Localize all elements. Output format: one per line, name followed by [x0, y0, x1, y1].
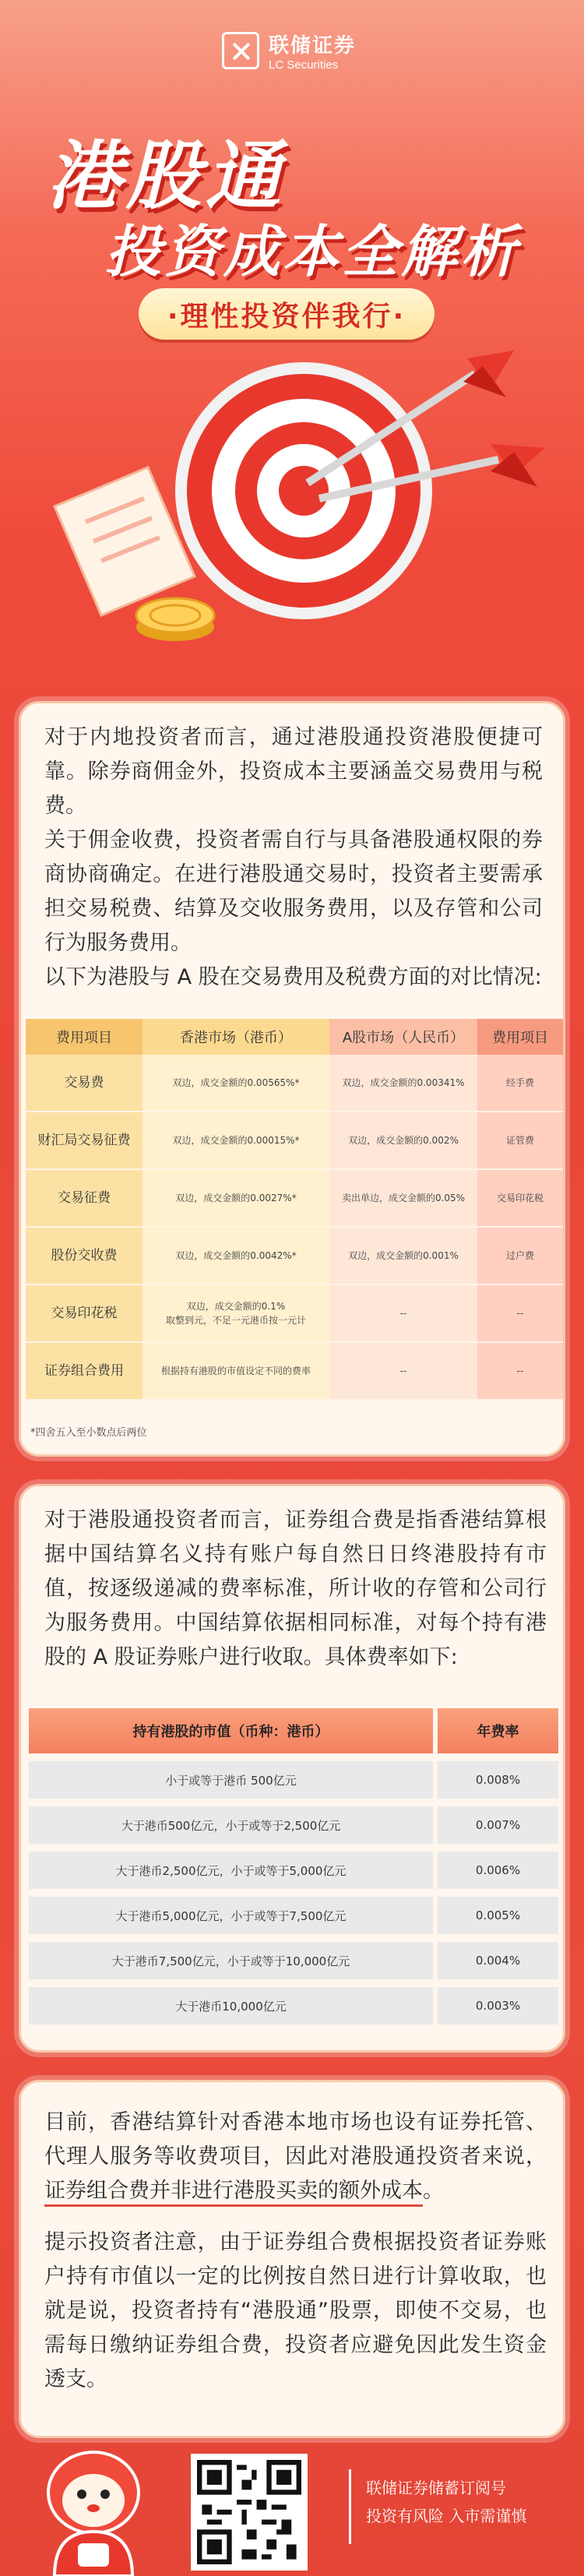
table-row	[29, 1852, 558, 1889]
table-row	[29, 1897, 558, 1934]
fee-comparison-card	[19, 701, 565, 1457]
annual-rate: 0.005%	[438, 1897, 558, 1934]
fee-name: 交易费	[26, 1055, 142, 1112]
hk-fee: 双边，成交金额的0.0027%*	[142, 1170, 329, 1228]
risk-reminder-paragraph: 提示投资者注意，由于证券组合费根据投资者证券账户持有市值以一定的比例按自然日进行计算收取，也就是说，投资者持有“港股通”股票，即使不交易，也需每日缴纳证券组合费，投资者应避免因此发生资金透支。	[44, 2230, 547, 2391]
footer-divider	[349, 2469, 351, 2544]
value-range: 大于港币500亿元，小于或等于2,500亿元	[29, 1806, 438, 1844]
footer-risk-line: 投资有风险 入市需谨慎	[366, 2507, 527, 2525]
hk-fee: 双边，成交金额的0.00015%*	[142, 1112, 329, 1170]
annual-rate: 0.007%	[438, 1806, 558, 1844]
a-fee: 双边，成交金额的0.001%	[329, 1228, 477, 1285]
table-row	[26, 1285, 563, 1343]
table-header-row	[26, 1019, 563, 1055]
portfolio-fee-card	[19, 1484, 565, 2053]
a-fee: --	[329, 1343, 477, 1401]
a-fee-type: --	[477, 1285, 563, 1343]
hk-fee: 根据持有港股的市值设定不同的费率	[142, 1343, 329, 1401]
value-range: 大于港币5,000亿元，小于或等于7,500亿元	[29, 1897, 438, 1934]
brand-name-cn: 联储证券	[269, 34, 357, 58]
footer-text	[366, 2474, 526, 2530]
header-fee-type: 费用项目	[477, 1019, 563, 1055]
footer-subscribe-line: 联储证券储蓄订阅号	[366, 2479, 506, 2497]
portfolio-paragraph: 对于港股通投资者而言，证券组合费是指香港结算根据中国结算名义持有账户每自然日日终港股持有市值，按逐级递减的费率标准，所计收的存管和公司行为服务费用。中国结算依据相同标准，对每个持有港股的 A 股证券账户进行收取。具体费率如下:	[44, 1508, 547, 1669]
hero-slogan: ·理性投资伴我行·	[139, 288, 434, 340]
table-row	[26, 1170, 563, 1228]
a-fee: 双边，成交金额的0.002%	[329, 1112, 477, 1170]
annual-rate: 0.008%	[438, 1761, 558, 1799]
hk-fee: 双边，成交金额的0.00565%*	[142, 1055, 329, 1112]
fee-name: 证券组合费用	[26, 1343, 142, 1401]
table-header-row	[29, 1708, 558, 1753]
commission-paragraph: 关于佣金收费，投资者需自行与具备港股通权限的券商协商确定。在进行港股通交易时，投资者主要需承担交易税费、结算及交收服务费用，以及存管和公司行为服务费用。	[44, 828, 543, 955]
table-row	[29, 1942, 558, 1979]
intro-paragraph: 对于内地投资者而言，通过港股通投资港股便捷可靠。除券商佣金外，投资成本主要涵盖交易费用与税费。	[44, 725, 543, 818]
a-fee: 双边，成交金额的0.00341%	[329, 1055, 477, 1112]
a-fee-type: 证管费	[477, 1112, 563, 1170]
header-a-market: A股市场（人民币）	[329, 1019, 477, 1055]
table-row	[26, 1055, 563, 1112]
table-row	[26, 1343, 563, 1401]
mascot-icon	[23, 2446, 164, 2576]
header-hk-market: 香港市场（港币）	[142, 1019, 329, 1055]
document-icon	[55, 467, 195, 615]
value-range: 小于或等于港币 500亿元	[29, 1761, 438, 1799]
hero-title-line1: 港股通	[47, 132, 285, 220]
brand-mark-icon	[222, 32, 259, 69]
fee-name: 财汇局交易征费	[26, 1112, 142, 1170]
value-range: 大于港币10,000亿元	[29, 1987, 438, 2025]
target-icon	[175, 362, 432, 619]
hero-banner	[0, 0, 584, 685]
brand-name-en: LC Securities	[269, 58, 339, 72]
notice-text-c: 。	[423, 2179, 444, 2203]
a-fee-type: 经手费	[477, 1055, 563, 1112]
table-row	[29, 1806, 558, 1844]
annual-rate: 0.006%	[438, 1852, 558, 1889]
notice-text-a: 目前，香港结算针对香港本地市场也设有证券托管、代理人服务等收费项目，因此对港股通投资者来说，	[44, 2110, 547, 2169]
notice-highlight: 证券组合费并非进行港股买卖的额外成本	[44, 2179, 423, 2207]
header-market-value: 持有港股的市值（币种：港币）	[29, 1708, 438, 1753]
table-row	[29, 1987, 558, 2025]
fee-comparison-table	[26, 1019, 563, 1401]
header-fee-item: 费用项目	[26, 1019, 142, 1055]
table-row	[26, 1228, 563, 1285]
hk-fee-line2: 取整到元，不足一元港币按一元计	[165, 1315, 306, 1326]
footer	[0, 2446, 584, 2576]
comparison-lead: 以下为港股与 A 股在交易费用及税费方面的对比情况:	[44, 965, 542, 989]
fee-name: 股份交收费	[26, 1228, 142, 1285]
a-fee: 卖出单边，成交金额的0.05%	[329, 1170, 477, 1228]
hk-fee	[142, 1285, 329, 1343]
table-row	[26, 1112, 563, 1170]
fee-name: 交易征费	[26, 1170, 142, 1228]
notice-paragraph	[44, 2106, 547, 2208]
a-fee-type: 交易印花税	[477, 1170, 563, 1228]
coin-icon	[136, 598, 214, 641]
value-range: 大于港币7,500亿元，小于或等于10,000亿元	[29, 1942, 438, 1979]
hk-fee-line1: 双边，成交金额的0.1%	[186, 1301, 286, 1312]
value-range: 大于港币2,500亿元，小于或等于5,000亿元	[29, 1852, 438, 1889]
target-dart-illustration	[0, 343, 584, 685]
hero-title-line2: 投资成本全解析	[105, 219, 520, 284]
fee-name: 交易印花税	[26, 1285, 142, 1343]
a-fee: --	[329, 1285, 477, 1343]
brand-logo	[222, 30, 356, 72]
annual-rate: 0.004%	[438, 1942, 558, 1979]
table-footnote: *四舍五入至小数点后两位	[30, 1427, 147, 1439]
hk-fee: 双边，成交金额的0.0042%*	[142, 1228, 329, 1285]
qr-code-icon[interactable]	[191, 2454, 308, 2571]
a-fee-type: 过户费	[477, 1228, 563, 1285]
notice-card	[19, 2080, 565, 2438]
header-annual-rate: 年费率	[438, 1708, 558, 1753]
a-fee-type: --	[477, 1343, 563, 1401]
table-row	[29, 1761, 558, 1799]
annual-rate: 0.003%	[438, 1987, 558, 2025]
rate-table	[29, 1700, 558, 2032]
